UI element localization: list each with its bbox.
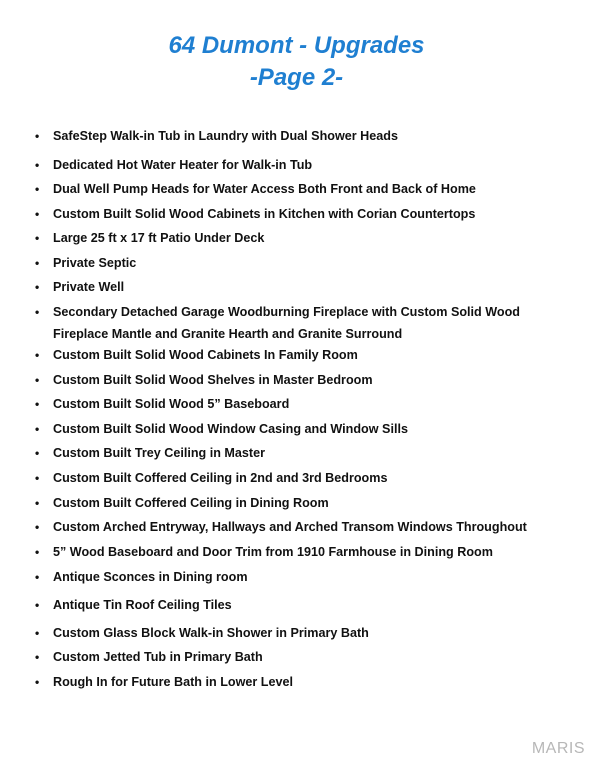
bullet-icon: •	[35, 207, 40, 221]
list-item	[35, 203, 553, 225]
bullet-icon: •	[35, 520, 40, 534]
list-item-text: Large 25 ft x 17 ft Patio Under Deck	[53, 231, 265, 245]
bullet-icon: •	[35, 231, 40, 245]
bullet-icon: •	[35, 280, 40, 294]
list-item	[35, 541, 553, 563]
list-item	[35, 418, 553, 440]
list-item	[35, 252, 553, 274]
bullet-icon: •	[35, 256, 40, 270]
maris-watermark: MARIS	[531, 740, 585, 757]
list-item-text: Rough In for Future Bath in Lower Level	[53, 675, 293, 689]
list-item	[35, 178, 553, 200]
list-item-text: Antique Sconces in Dining room	[53, 570, 248, 584]
bullet-icon: •	[35, 305, 40, 319]
bullet-icon: •	[35, 471, 40, 485]
bullet-icon: •	[35, 496, 40, 510]
list-item-text: Custom Built Solid Wood Cabinets in Kitchen with Corian Countertops	[53, 207, 476, 221]
list-item	[35, 154, 553, 176]
list-item	[35, 622, 553, 644]
list-item-text: Custom Built Solid Wood Shelves in Master Bedroom	[53, 373, 373, 387]
list-item-text: Dedicated Hot Water Heater for Walk-in Tub	[53, 158, 313, 172]
list-item	[35, 276, 553, 298]
bullet-icon: •	[35, 182, 40, 196]
list-item	[35, 671, 553, 693]
list-item	[35, 646, 553, 668]
list-item-text: Private Septic	[53, 256, 137, 270]
list-item-text: Custom Built Solid Wood 5” Baseboard	[53, 397, 290, 411]
list-item	[35, 492, 553, 514]
list-item-text: Dual Well Pump Heads for Water Access Both Front and Back of Home	[53, 182, 476, 196]
list-item	[35, 369, 553, 391]
bullet-icon: •	[35, 545, 40, 559]
bullet-icon: •	[35, 422, 40, 436]
bullet-icon: •	[35, 446, 40, 460]
list-item-text: Custom Arched Entryway, Hallways and Arched Transom Windows Throughout	[53, 520, 527, 534]
list-item	[35, 227, 553, 249]
bullet-icon: •	[35, 570, 40, 584]
list-item-text: Custom Built Solid Wood Cabinets In Family Room	[53, 348, 358, 362]
list-item-continuation: Fireplace Mantle and Granite Hearth and Granite Surround	[53, 327, 403, 341]
list-item-text: Secondary Detached Garage Woodburning Fireplace with Custom Solid Wood	[53, 305, 520, 319]
list-item	[35, 344, 553, 366]
list-item-text: Antique Tin Roof Ceiling Tiles	[53, 598, 232, 612]
bullet-icon: •	[35, 348, 40, 362]
list-item-text: Custom Built Solid Wood Window Casing and Window Sills	[53, 422, 408, 436]
list-item-text: Custom Jetted Tub in Primary Bath	[53, 650, 263, 664]
list-item	[35, 594, 553, 616]
list-item-text: Custom Built Trey Ceiling in Master	[53, 446, 266, 460]
list-item-text: Custom Built Coffered Ceiling in Dining Room	[53, 496, 329, 510]
bullet-icon: •	[35, 650, 40, 664]
list-item-text: Custom Built Coffered Ceiling in 2nd and 3rd Bedrooms	[53, 471, 388, 485]
bullet-icon: •	[35, 675, 40, 689]
bullet-icon: •	[35, 158, 40, 172]
bullet-icon: •	[35, 373, 40, 387]
list-item	[35, 467, 553, 489]
list-item	[35, 125, 553, 147]
bullet-icon: •	[35, 129, 40, 143]
page-title: 64 Dumont - Upgrades	[168, 32, 425, 59]
list-item	[35, 442, 553, 464]
list-item-text: Private Well	[53, 280, 125, 294]
bullet-icon: •	[35, 626, 40, 640]
list-item-text: SafeStep Walk-in Tub in Laundry with Dual Shower Heads	[53, 129, 398, 143]
list-item	[35, 301, 553, 345]
bullet-icon: •	[35, 598, 40, 612]
page-subtitle: -Page 2-	[249, 64, 344, 91]
list-item	[35, 516, 553, 538]
list-item	[35, 393, 553, 415]
list-item	[35, 566, 553, 588]
bullet-icon: •	[35, 397, 40, 411]
list-item-text: Custom Glass Block Walk-in Shower in Primary Bath	[53, 626, 369, 640]
list-item-text: 5” Wood Baseboard and Door Trim from 1910 Farmhouse in Dining Room	[53, 545, 493, 559]
